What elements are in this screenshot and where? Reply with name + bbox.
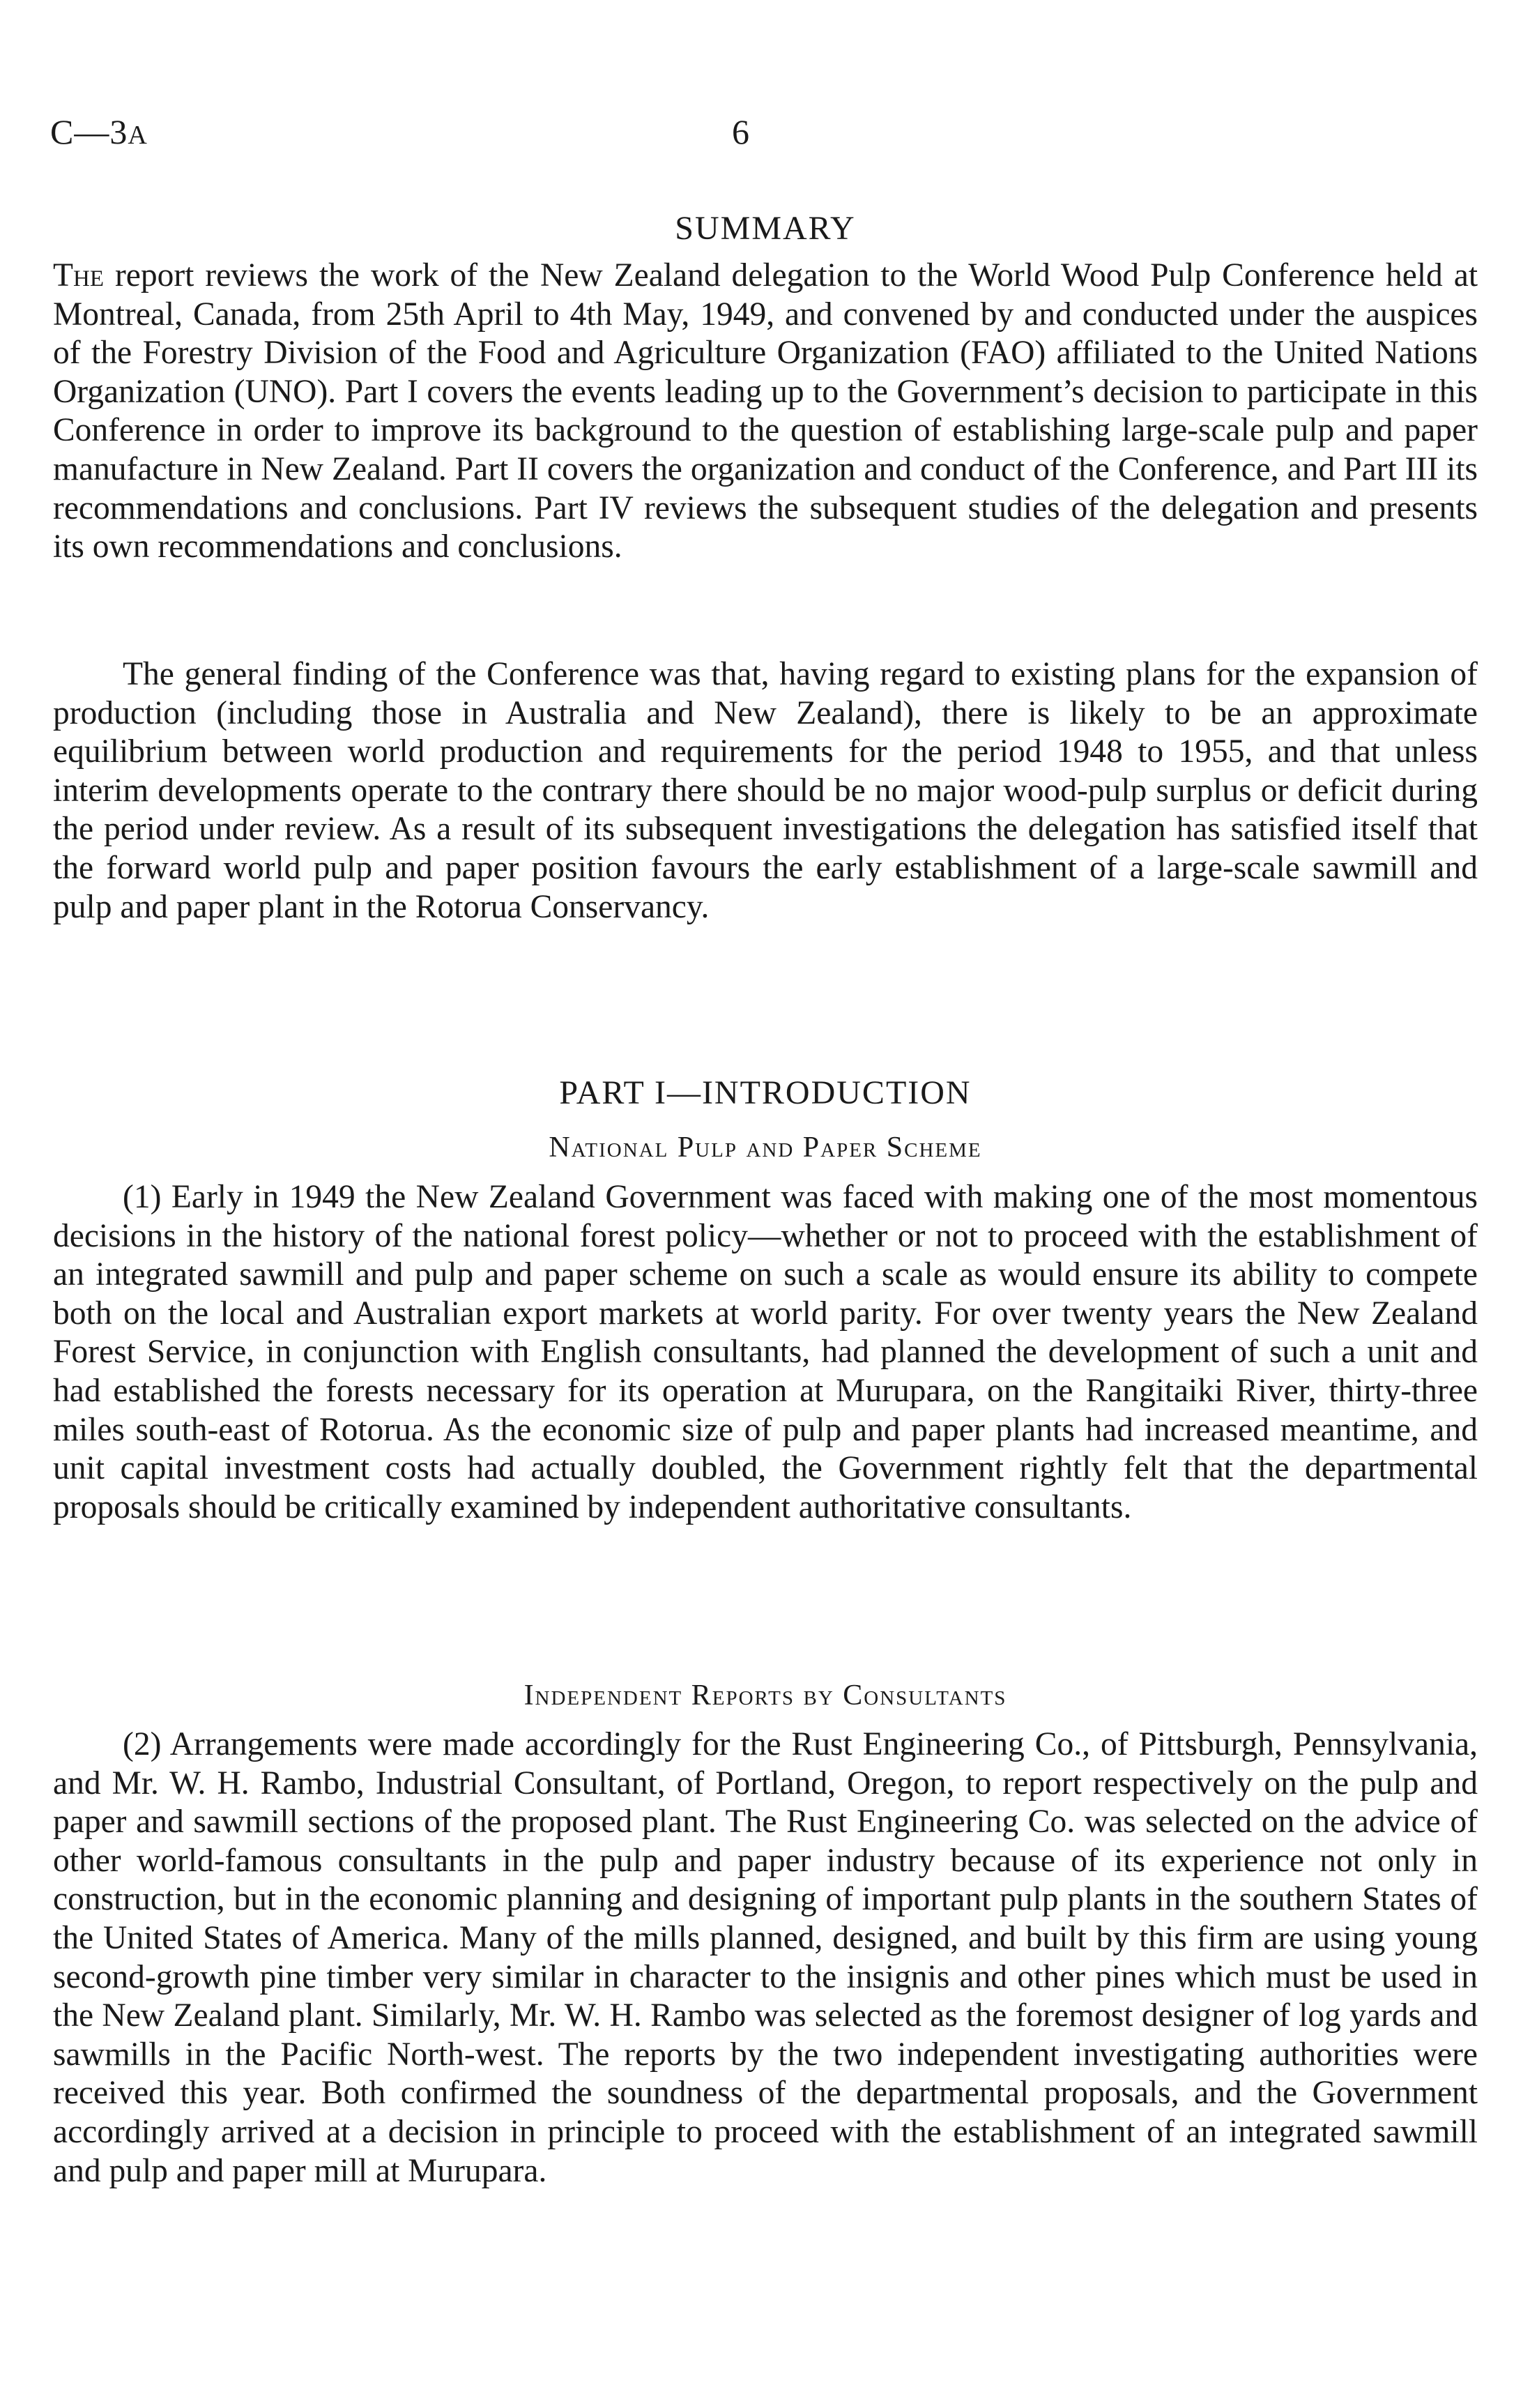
section-heading-national-pulp: National Pulp and Paper Scheme <box>549 1131 982 1164</box>
part1-heading: PART I—INTRODUCTION <box>559 1074 972 1111</box>
section-paragraph-1: (1) Early in 1949 the New Zealand Government was faced with making one of the most momentous decisions in the history of the national forest policy—whether or not to proceed with the establishment of an integrated sawmill and pulp and paper scheme on such a scale as would ensure its ability to compete both on the local and Australian export markets at world parity. For over twenty years the New Zealand Forest Service, in conjunction with English consultants, had planned the development of such a unit and had established the forests necessary for its operation at Murupara, on the Rangitaiki River, thirty-three miles south-east of Rotorua. As the economic size of pulp and paper plants had increased meantime, and unit capital investment costs had actually doubled, the Government rightly felt that the departmental proposals should be critically examined by independent authoritative consultants. <box>53 1179 1478 1525</box>
document-reference-main: C—3 <box>50 112 128 151</box>
summary-paragraph-1 <box>53 257 1478 567</box>
document-reference-suffix: A <box>128 121 148 150</box>
summary-paragraph-2: The general finding of the Conference was that, having regard to existing plans for the expansion of production (including those in Australia and New Zealand), there is likely to be an approximate equilibrium between world production and requirements for the period 1948 to 1955, and that unless interim developments operate to the contrary there should be no major wood-pulp surplus or deficit during the period under review. As a result of its subsequent investigations the delegation has satisfied itself that the forward world pulp and paper position favours the early establishment of a large-scale sawmill and pulp and paper plant in the Rotorua Conservancy. <box>53 656 1478 925</box>
section-heading-independent-reports: Independent Reports by Consultants <box>523 1679 1007 1712</box>
summary-heading: SUMMARY <box>675 210 856 247</box>
page-number: 6 <box>732 112 749 151</box>
summary-lead-word: The <box>53 257 105 294</box>
summary-paragraph-1-text: report reviews the work of the New Zealand delegation to the World Wood Pulp Conference held at Montreal, Canada, from 25th April to 4th May, 1949, and convened by and conducted under the auspices of the Forestry Division of the Food and Agriculture Organization (FAO) affiliated to the United Nations Organization (UNO). Part I covers the events leading up to the Government’s decision to participate in this Conference in order to improve its background to the question of establishing large-scale pulp and paper manufacture in New Zealand. Part II covers the organization and conduct of the Conference, and Part III its recommendations and conclusions. Part IV reviews the subsequent studies of the delegation and presents its own recommendations and conclusions. <box>53 257 1478 565</box>
document-reference <box>50 112 148 152</box>
section-paragraph-2: (2) Arrangements were made accordingly for the Rust Engineering Co., of Pittsburgh, Pennsylvania, and Mr. W. H. Rambo, Industrial Consultant, of Portland, Oregon, to report respectively on the pulp and paper and sawmill sections of the proposed plant. The Rust Engineering Co. was selected on the advice of other world-famous consultants in the pulp and paper industry because of its experience not only in construction, but in the economic planning and designing of important pulp plants in the southern States of the United States of America. Many of the mills planned, designed, and built by this firm are using young second-growth pine timber very similar in character to the insignis and other pines which must be used in the New Zealand plant. Similarly, Mr. W. H. Rambo was selected as the foremost designer of log yards and sawmills in the Pacific North-west. The reports by the two independent investigating authorities were received this year. Both confirmed the soundness of the departmental proposals, and the Government accordingly arrived at a decision in principle to proceed with the establishment of an integrated sawmill and pulp and paper mill at Murupara. <box>53 1726 1478 2189</box>
